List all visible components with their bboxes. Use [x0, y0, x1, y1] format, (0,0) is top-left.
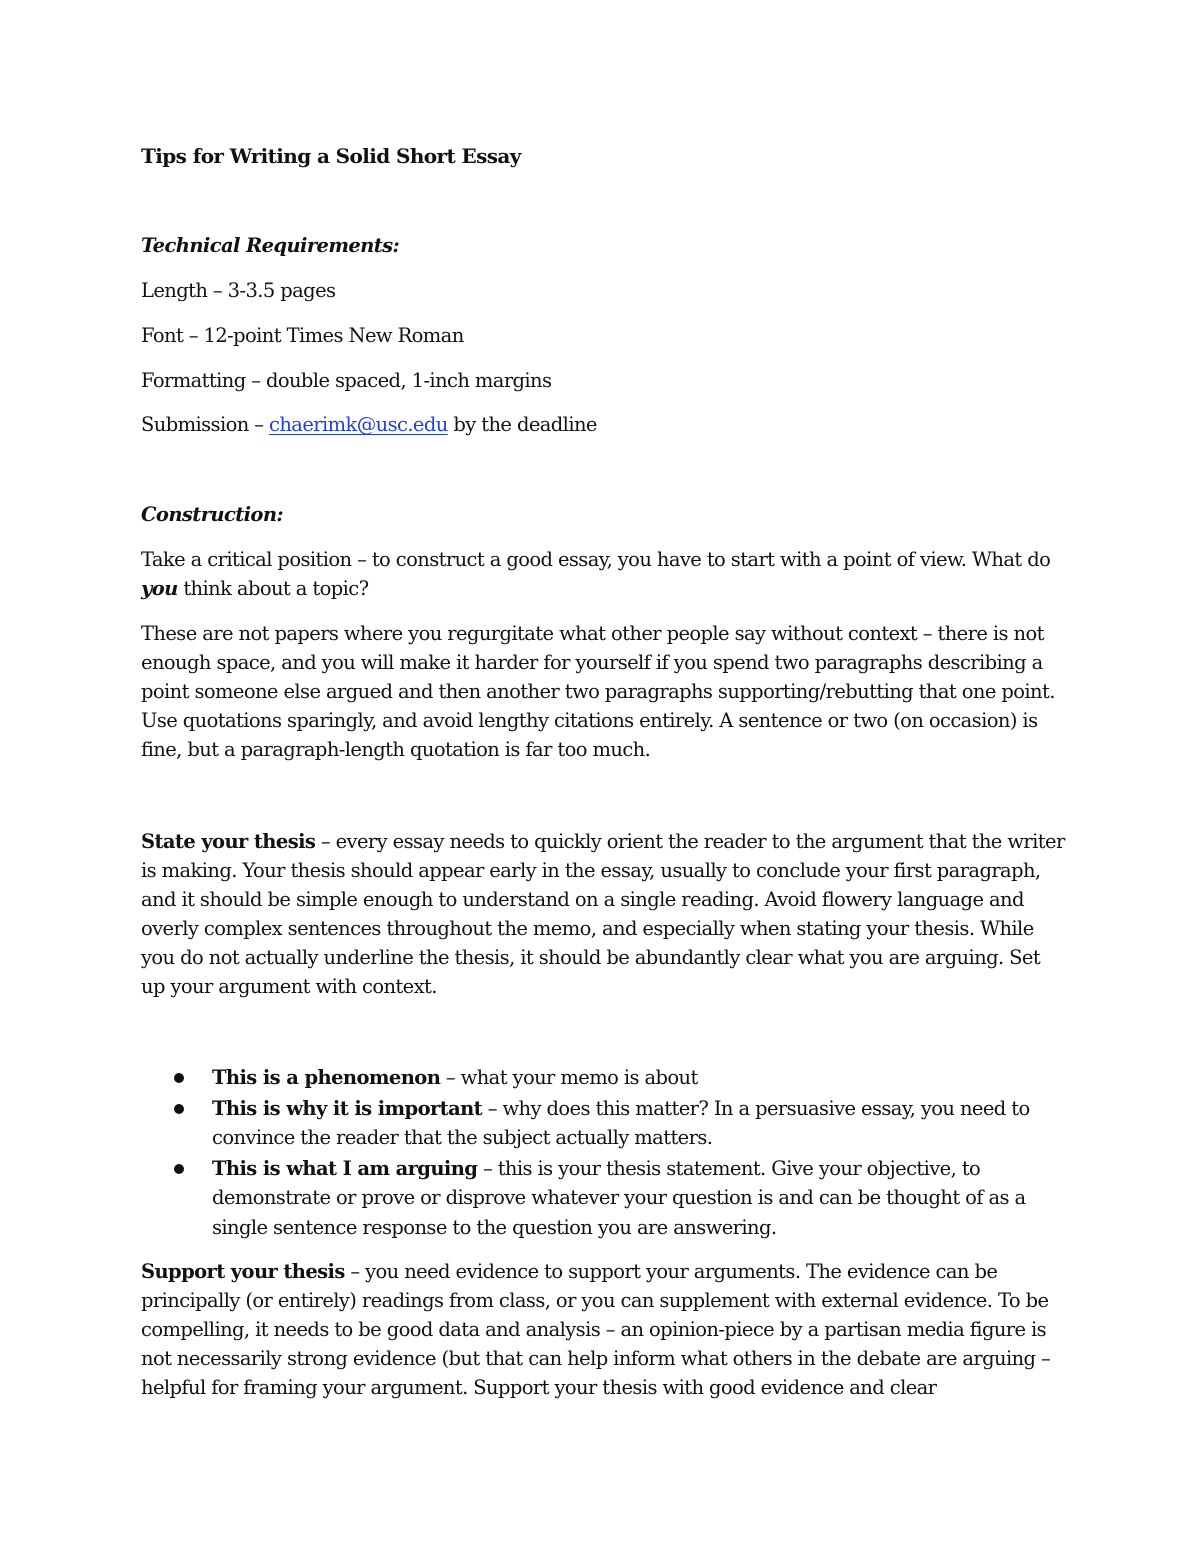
bullet-icon — [174, 1073, 184, 1083]
list-item-text: – what your memo is about — [440, 1066, 698, 1089]
state-thesis-lead: State your thesis — [141, 830, 316, 853]
list-item-lead: This is what I am arguing — [212, 1156, 478, 1180]
length-requirement: Length – 3-3.5 pages — [141, 279, 336, 302]
thesis-structure-list — [172, 1063, 1066, 1243]
support-thesis-lead: Support your thesis — [141, 1260, 345, 1283]
list-item-text: – why does this matter? In a persuasive essay, you need to convince the reader that the subject actually matters. — [212, 1096, 1030, 1149]
submission-email-link[interactable]: chaerimk@usc.edu — [269, 413, 448, 436]
list-item — [172, 1154, 1066, 1243]
critical-position-text-end: think about a topic? — [177, 577, 369, 600]
submission-requirement — [141, 410, 1066, 439]
critical-position-text: Take a critical position – to construct a good essay, you have to start with a point of view. What do — [141, 548, 1051, 571]
construction-heading: Construction: — [141, 503, 284, 526]
list-item-text: – this is your thesis statement. Give your objective, to demonstrate or prove or disprove whatever your question is and can be thought of as a single sentence response to the question you are answering. — [212, 1156, 1026, 1239]
font-requirement: Font – 12-point Times New Roman — [141, 324, 464, 347]
critical-position-paragraph — [141, 545, 1066, 603]
state-thesis-paragraph — [141, 827, 1066, 1001]
document-title: Tips for Writing a Solid Short Essay — [141, 144, 521, 168]
emphasis-you: you — [141, 577, 178, 600]
bullet-icon — [174, 1164, 184, 1174]
list-item-lead: This is a phenomenon — [212, 1066, 441, 1089]
submission-prefix: Submission – — [141, 413, 270, 436]
technical-requirements-heading: Technical Requirements: — [141, 234, 400, 257]
submission-suffix: by the deadline — [447, 413, 597, 436]
support-thesis-paragraph — [141, 1257, 1066, 1402]
quotations-paragraph: These are not papers where you regurgitate what other people say without context – there is not enough space, and you will make it harder for yourself if you spend two paragraphs describing a point someone else argued and then another two paragraphs supporting/rebutting that one point. Use quotations sparingly, and avoid lengthy citations entirely. A sentence or two (on occasion) is fine, but a paragraph-length quotation is far too much. — [141, 622, 1055, 761]
state-thesis-text: – every essay needs to quickly orient the reader to the argument that the writer is making. Your thesis should appear early in the essay, usually to conclude your first paragraph, and it should be simple enough to understand on a single reading. Avoid flowery language and overly complex sentences throughout the memo, and especially when stating your thesis. While you do not actually underline the thesis, it should be abundantly clear what you are arguing. Set up your argument with context. — [141, 830, 1065, 998]
bullet-icon — [174, 1104, 184, 1114]
list-item — [172, 1094, 1066, 1153]
list-item-lead: This is why it is important — [212, 1096, 483, 1120]
list-item — [172, 1063, 1066, 1093]
formatting-requirement: Formatting – double spaced, 1-inch margins — [141, 369, 552, 392]
support-thesis-text: – you need evidence to support your arguments. The evidence can be principally (or entirely) readings from class, or you can supplement with external evidence. To be compelling, it needs to be good data and analysis – an opinion-piece by a partisan media figure is not necessarily strong evidence (but that can help inform what others in the debate are arguing – helpful for framing your argument. Support your thesis with good evidence and clear — [141, 1260, 1051, 1399]
